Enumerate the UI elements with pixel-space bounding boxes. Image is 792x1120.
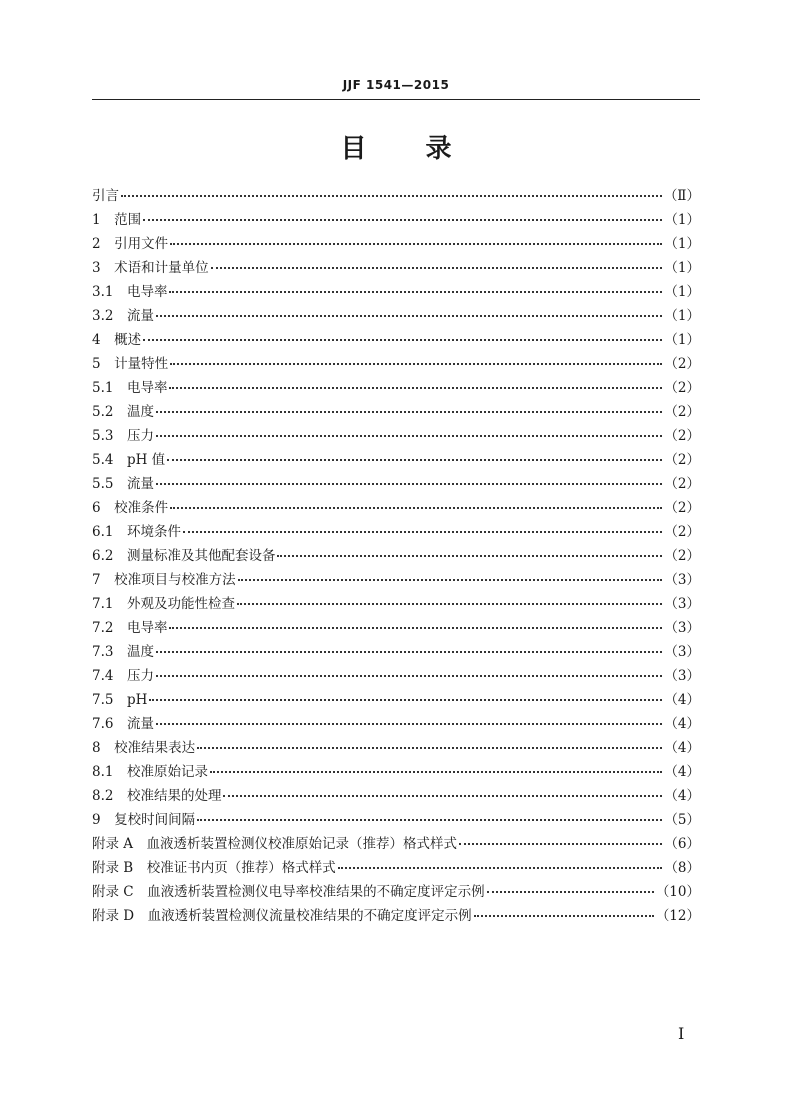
- toc-entry-label: 6.2 测量标准及其他配套设备: [92, 548, 276, 564]
- toc-entry-page: （2）: [664, 404, 700, 420]
- toc-entry-page: （Ⅱ）: [663, 188, 700, 204]
- toc-entry-label: 8 校准结果表达: [92, 740, 196, 756]
- toc-entry-page: （2）: [664, 476, 700, 492]
- toc-leader-dots: [121, 195, 662, 197]
- toc-leader-dots: [169, 627, 662, 629]
- toc-entry-label: 7 校准项目与校准方法: [92, 572, 236, 588]
- toc-entry[interactable]: [92, 232, 700, 256]
- toc-leader-dots: [169, 387, 662, 389]
- toc-entry-label: 9 复校时间间隔: [92, 812, 196, 828]
- toc-entry-label: 5.2 温度: [92, 404, 154, 420]
- toc-entry-label: 7.4 压力: [92, 668, 154, 684]
- toc-entry-label: 7.6 流量: [92, 716, 154, 732]
- toc-entry[interactable]: [92, 448, 700, 472]
- toc-entry-page: （12）: [655, 908, 700, 924]
- toc-leader-dots: [169, 291, 662, 293]
- toc-entry-label: 5 计量特性: [92, 356, 169, 372]
- toc-entry-page: （5）: [664, 812, 700, 828]
- toc-entry[interactable]: [92, 832, 700, 856]
- toc-entry[interactable]: [92, 568, 700, 592]
- toc-leader-dots: [156, 675, 662, 677]
- toc-leader-dots: [237, 603, 662, 605]
- toc-entry-page: （2）: [664, 356, 700, 372]
- toc-entry[interactable]: [92, 544, 700, 568]
- toc-entry[interactable]: [92, 664, 700, 688]
- toc-entry-label: 附录 A 血液透析装置检测仪校准原始记录（推荐）格式样式: [92, 836, 458, 852]
- toc-leader-dots: [156, 315, 662, 317]
- toc-leader-dots: [197, 819, 662, 821]
- toc-entry-label: 3 术语和计量单位: [92, 260, 209, 276]
- toc-entry-label: 4 概述: [92, 332, 142, 348]
- toc-entry-page: （4）: [664, 788, 700, 804]
- toc-leader-dots: [211, 267, 663, 269]
- toc-entry[interactable]: [92, 496, 700, 520]
- toc-leader-dots: [238, 579, 663, 581]
- toc-entry-page: （1）: [664, 260, 700, 276]
- toc-entry[interactable]: [92, 712, 700, 736]
- toc-entry-page: （2）: [664, 524, 700, 540]
- toc-leader-dots: [487, 891, 654, 893]
- toc-entry[interactable]: [92, 376, 700, 400]
- toc-leader-dots: [474, 915, 654, 917]
- toc-entry-label: 7.1 外观及功能性检查: [92, 596, 235, 612]
- toc-entry[interactable]: [92, 280, 700, 304]
- toc-entry-label: 3.1 电导率: [92, 284, 168, 300]
- toc-entry-label: 6.1 环境条件: [92, 524, 181, 540]
- toc-entry-label: 5.5 流量: [92, 476, 154, 492]
- toc-entry[interactable]: [92, 208, 700, 232]
- toc-entry[interactable]: [92, 760, 700, 784]
- toc-entry-page: （2）: [664, 380, 700, 396]
- toc-entry-page: （4）: [664, 740, 700, 756]
- toc-entry-label: 8.1 校准原始记录: [92, 764, 208, 780]
- toc-entry[interactable]: [92, 688, 700, 712]
- toc-entry[interactable]: [92, 184, 700, 208]
- page-title: 目 录: [340, 134, 452, 164]
- toc-entry[interactable]: [92, 520, 700, 544]
- document-code: JJF 1541—2015: [342, 78, 450, 92]
- toc-leader-dots: [156, 651, 662, 653]
- toc-entry[interactable]: [92, 400, 700, 424]
- toc-entry-page: （3）: [664, 668, 700, 684]
- toc-leader-dots: [183, 531, 662, 533]
- header-divider: [92, 99, 700, 100]
- toc-entry[interactable]: [92, 880, 700, 904]
- toc-entry-label: 附录 B 校准证书内页（推荐）格式样式: [92, 860, 336, 876]
- toc-leader-dots: [143, 219, 662, 221]
- toc-leader-dots: [170, 507, 662, 509]
- toc-entry[interactable]: [92, 808, 700, 832]
- toc-entry-label: 6 校准条件: [92, 500, 169, 516]
- toc-entry[interactable]: [92, 472, 700, 496]
- toc-entry-label: 7.2 电导率: [92, 620, 168, 636]
- toc-entry[interactable]: [92, 592, 700, 616]
- toc-entry-label: 7.5 pH: [92, 692, 148, 708]
- toc-entry-label: 附录 D 血液透析装置检测仪流量校准结果的不确定度评定示例: [92, 908, 472, 924]
- toc-leader-dots: [156, 435, 662, 437]
- toc-entry-page: （4）: [664, 716, 700, 732]
- table-of-contents: [92, 184, 700, 928]
- toc-leader-dots: [170, 363, 662, 365]
- toc-entry-label: 5.4 pH 值: [92, 452, 166, 468]
- toc-entry-page: （1）: [664, 212, 700, 228]
- toc-entry-page: （2）: [664, 428, 700, 444]
- toc-leader-dots: [149, 699, 662, 701]
- toc-entry-page: （1）: [664, 284, 700, 300]
- toc-entry[interactable]: [92, 352, 700, 376]
- toc-entry-label: 8.2 校准结果的处理: [92, 788, 222, 804]
- toc-entry[interactable]: [92, 616, 700, 640]
- toc-leader-dots: [277, 555, 662, 557]
- page-number: I: [678, 1024, 685, 1043]
- toc-leader-dots: [167, 459, 662, 461]
- toc-entry-label: 7.3 温度: [92, 644, 154, 660]
- toc-entry[interactable]: [92, 256, 700, 280]
- toc-entry[interactable]: [92, 784, 700, 808]
- toc-leader-dots: [170, 243, 662, 245]
- toc-entry-page: （2）: [664, 500, 700, 516]
- toc-entry-label: 附录 C 血液透析装置检测仪电导率校准结果的不确定度评定示例: [92, 884, 485, 900]
- toc-entry[interactable]: [92, 328, 700, 352]
- toc-entry-label: 3.2 流量: [92, 308, 154, 324]
- toc-entry-page: （2）: [664, 452, 700, 468]
- toc-entry-page: （2）: [664, 548, 700, 564]
- toc-entry-page: （3）: [664, 596, 700, 612]
- toc-entry-label: 2 引用文件: [92, 236, 169, 252]
- toc-entry-label: 5.3 压力: [92, 428, 154, 444]
- toc-leader-dots: [156, 411, 662, 413]
- toc-leader-dots: [210, 771, 662, 773]
- toc-entry[interactable]: [92, 640, 700, 664]
- toc-leader-dots: [459, 843, 662, 845]
- toc-entry-label: 1 范围: [92, 212, 142, 228]
- toc-entry-page: （8）: [664, 860, 700, 876]
- toc-entry-page: （4）: [664, 764, 700, 780]
- toc-entry-page: （1）: [664, 236, 700, 252]
- toc-entry-page: （3）: [664, 620, 700, 636]
- toc-leader-dots: [197, 747, 662, 749]
- toc-leader-dots: [338, 867, 663, 869]
- toc-entry[interactable]: [92, 904, 700, 928]
- toc-entry[interactable]: [92, 304, 700, 328]
- toc-entry-page: （4）: [664, 692, 700, 708]
- toc-entry[interactable]: [92, 856, 700, 880]
- toc-entry-page: （1）: [664, 308, 700, 324]
- toc-entry-page: （6）: [664, 836, 700, 852]
- toc-entry-page: （10）: [655, 884, 700, 900]
- toc-entry[interactable]: [92, 736, 700, 760]
- toc-entry-page: （3）: [664, 644, 700, 660]
- toc-entry-page: （3）: [664, 572, 700, 588]
- toc-leader-dots: [143, 339, 662, 341]
- toc-leader-dots: [223, 795, 662, 797]
- toc-leader-dots: [156, 483, 662, 485]
- toc-entry-label: 引言: [92, 188, 119, 204]
- toc-entry[interactable]: [92, 424, 700, 448]
- toc-leader-dots: [156, 723, 662, 725]
- toc-entry-page: （1）: [664, 332, 700, 348]
- toc-entry-label: 5.1 电导率: [92, 380, 168, 396]
